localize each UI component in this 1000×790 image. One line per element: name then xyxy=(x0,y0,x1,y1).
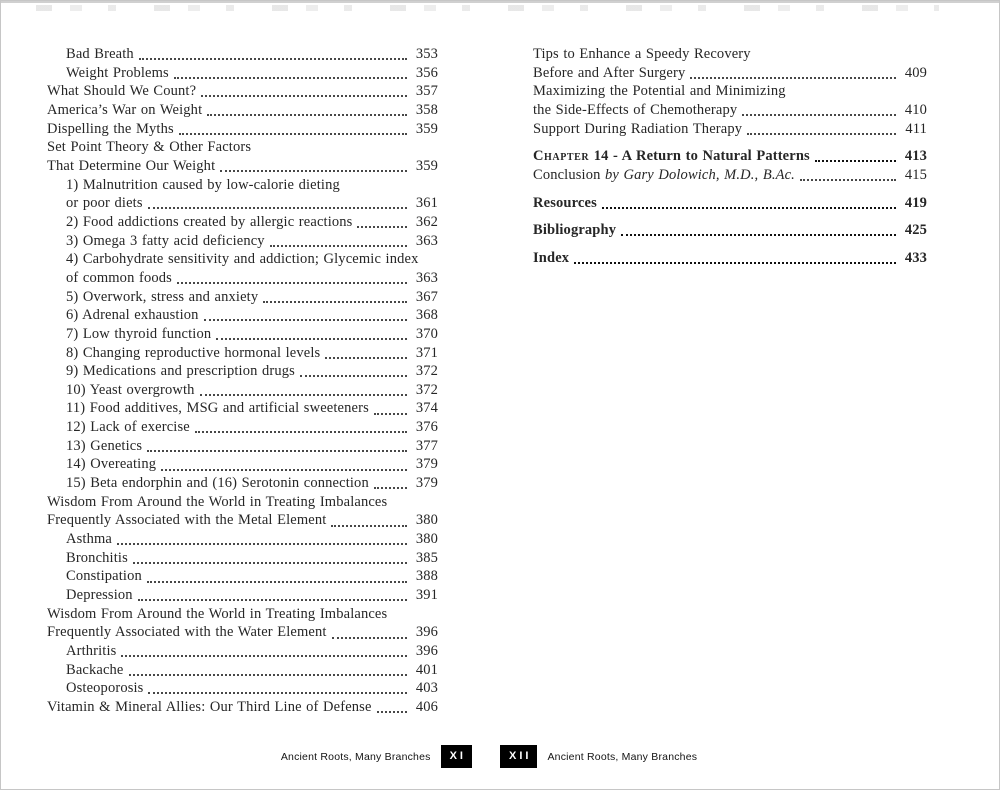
toc-entry xyxy=(47,288,438,307)
toc-entry xyxy=(47,399,438,418)
toc-entry-text: 13) Genetics xyxy=(66,437,143,454)
toc-entry xyxy=(47,474,438,493)
toc-page-number: 371 xyxy=(415,344,438,361)
dot-leader xyxy=(320,344,411,363)
toc-entry xyxy=(47,455,438,474)
toc-page-number: 415 xyxy=(904,166,927,183)
toc-entry-text: Conclusion by Gary Dolowich, M.D., B.Ac. xyxy=(533,166,795,183)
toc-page-number: 361 xyxy=(415,195,438,212)
toc-entry-text: Wisdom From Around the World in Treating Imbalances xyxy=(47,493,388,510)
toc-line xyxy=(66,344,438,363)
toc-page-number: 425 xyxy=(904,222,927,239)
toc-page-number: 385 xyxy=(415,549,438,566)
toc-entry-text: Backache xyxy=(66,661,124,678)
toc-page-number: 363 xyxy=(415,269,438,286)
toc-entry-text: Resources xyxy=(533,194,597,211)
dot-leader xyxy=(737,101,900,120)
toc-entry xyxy=(47,344,438,363)
toc-entry xyxy=(47,45,438,64)
toc-line xyxy=(533,120,927,139)
toc-line xyxy=(66,586,438,605)
toc-entry-text: Dispelling the Myths xyxy=(47,120,174,137)
toc-page-number: 403 xyxy=(415,680,438,697)
toc-line xyxy=(533,194,927,213)
toc-line xyxy=(533,249,927,268)
toc-line xyxy=(66,679,438,698)
toc-entry-text: 8) Changing reproductive hormonal levels xyxy=(66,344,321,361)
dot-leader xyxy=(156,455,411,474)
toc-entry xyxy=(47,567,438,586)
dot-leader xyxy=(143,679,411,698)
toc-page-number: 419 xyxy=(904,194,927,211)
toc-entry-text: America’s War on Weight xyxy=(47,101,203,118)
toc-entry-text: Frequently Associated with the Water Element xyxy=(47,624,327,641)
toc-entry-text: 7) Low thyroid function xyxy=(66,325,212,342)
toc-entry-text: What Should We Count? xyxy=(47,83,197,100)
toc-entry-text: of common foods xyxy=(66,269,172,286)
dot-leader xyxy=(795,166,900,185)
dot-leader xyxy=(211,325,411,344)
dot-leader xyxy=(616,221,900,240)
toc-page-number: 376 xyxy=(415,419,438,436)
toc-entry xyxy=(47,213,438,232)
toc-line xyxy=(66,306,438,325)
dot-leader xyxy=(142,567,411,586)
toc-line xyxy=(66,399,438,418)
toc-entry-text: Maximizing the Potential and Minimizing xyxy=(533,83,786,100)
toc-page-number: 377 xyxy=(415,437,438,454)
toc-line xyxy=(47,157,438,176)
toc-line xyxy=(66,269,438,288)
toc-page-number: 396 xyxy=(415,643,438,659)
toc-entry xyxy=(47,120,438,139)
dot-leader xyxy=(372,698,411,717)
toc-entry xyxy=(47,82,438,101)
toc-page-number: 372 xyxy=(415,363,438,380)
toc-line xyxy=(66,194,438,213)
toc-line xyxy=(47,493,438,512)
toc-line xyxy=(66,418,438,437)
toc-entry-text: the Side-Effects of Chemotherapy xyxy=(533,101,738,118)
dot-leader xyxy=(116,642,411,661)
toc-entry-text: Asthma xyxy=(66,531,112,548)
toc-entry-text: 6) Adrenal exhaustion xyxy=(66,307,199,324)
toc-line xyxy=(47,120,438,139)
toc-line xyxy=(533,101,927,120)
dot-leader xyxy=(742,120,900,139)
toc-page-number: 362 xyxy=(415,213,438,230)
toc-line xyxy=(47,511,438,530)
toc-entry-text: Tips to Enhance a Speedy Recovery xyxy=(533,46,751,62)
dot-leader xyxy=(569,249,900,268)
toc-entry xyxy=(47,437,438,456)
toc-entry-text: 9) Medications and prescription drugs xyxy=(66,363,295,380)
toc-entry xyxy=(533,147,927,166)
toc-line xyxy=(66,549,438,568)
dot-leader xyxy=(295,362,411,381)
toc-page-number: 379 xyxy=(415,456,438,473)
toc-entry xyxy=(47,586,438,605)
dot-leader xyxy=(685,64,900,83)
toc-entry xyxy=(47,64,438,83)
toc-line xyxy=(47,138,438,157)
toc-page-number: 410 xyxy=(904,101,927,118)
toc-page-number: 413 xyxy=(904,148,927,165)
toc-entry xyxy=(47,605,438,642)
toc-page-number: 357 xyxy=(415,83,438,100)
toc-entry-text: Chapter 14 - A Return to Natural Patterns xyxy=(533,148,810,165)
toc-entry-text: 3) Omega 3 fatty acid deficiency xyxy=(66,232,265,249)
toc-entry-text: Wisdom From Around the World in Treating Imbalances xyxy=(47,605,388,622)
toc-entry xyxy=(47,679,438,698)
toc-entry-text: Support During Radiation Therapy xyxy=(533,120,743,137)
toc-entry xyxy=(47,325,438,344)
toc-line xyxy=(66,325,438,344)
toc-line xyxy=(66,474,438,493)
toc-entry xyxy=(533,82,927,119)
toc-line xyxy=(533,221,927,240)
toc-line xyxy=(66,642,438,661)
toc-page-number: 388 xyxy=(415,568,438,585)
toc-entry xyxy=(533,166,927,185)
toc-entry-text: 14) Overeating xyxy=(66,456,157,473)
toc-page-number: 358 xyxy=(415,101,438,118)
toc-line xyxy=(66,288,438,307)
dot-leader xyxy=(133,586,411,605)
toc-page-number: 368 xyxy=(415,307,438,324)
toc-entry xyxy=(47,362,438,381)
toc-entry-text: 2) Food addictions created by allergic reactions xyxy=(66,213,353,230)
toc-entry-text: 15) Beta endorphin and (16) Serotonin connection xyxy=(66,475,369,492)
toc-line xyxy=(66,232,438,251)
dot-leader xyxy=(202,101,411,120)
dot-leader xyxy=(326,511,411,530)
toc-line xyxy=(66,250,438,269)
toc-entry-text: Frequently Associated with the Metal Element xyxy=(47,512,327,529)
left-page-footer xyxy=(281,745,472,768)
dot-leader xyxy=(196,82,411,101)
dot-leader xyxy=(190,418,411,437)
toc-page-number: 406 xyxy=(415,698,438,715)
toc-line xyxy=(533,45,927,64)
toc-entry xyxy=(47,381,438,400)
toc-entry xyxy=(47,176,438,213)
toc-line xyxy=(533,64,927,83)
toc-entry-text: Bibliography xyxy=(533,222,617,239)
dot-leader xyxy=(172,269,411,288)
toc-left-page-entries xyxy=(47,45,438,717)
toc-line xyxy=(66,455,438,474)
right-page-number: XII xyxy=(500,745,537,768)
dot-leader xyxy=(128,549,411,568)
toc-line xyxy=(66,661,438,680)
toc-entry xyxy=(47,549,438,568)
toc-line xyxy=(533,166,927,185)
toc-entry-text: Vitamin & Mineral Allies: Our Third Line of Defense xyxy=(47,698,372,715)
toc-entry xyxy=(47,418,438,437)
toc-line xyxy=(47,623,438,642)
toc-line xyxy=(66,176,438,195)
toc-page-number: 374 xyxy=(415,400,438,417)
left-page-number: XI xyxy=(441,745,472,768)
toc-entry-text: Set Point Theory & Other Factors xyxy=(47,139,252,156)
toc-entry-text: 5) Overwork, stress and anxiety xyxy=(66,288,259,305)
toc-page-number: 391 xyxy=(415,587,438,604)
toc-line xyxy=(47,82,438,101)
toc-entry-text: Depression xyxy=(66,587,133,604)
toc-line xyxy=(66,64,438,83)
toc-line xyxy=(533,147,927,166)
toc-entry-text: Bad Breath xyxy=(66,46,134,62)
toc-line xyxy=(66,362,438,381)
toc-entry-text: 10) Yeast overgrowth xyxy=(66,381,195,398)
toc-page-number: 370 xyxy=(415,325,438,342)
dot-leader xyxy=(810,147,900,166)
toc-line xyxy=(66,530,438,549)
toc-page-number: 380 xyxy=(415,531,438,548)
toc-entry xyxy=(533,120,927,139)
dot-leader xyxy=(199,306,411,325)
toc-entry-text: Constipation xyxy=(66,568,142,585)
toc-entry-text: Osteoporosis xyxy=(66,680,144,697)
toc-page-number: 411 xyxy=(905,120,927,137)
toc-page-number: 433 xyxy=(904,249,927,266)
toc-entry-text: That Determine Our Weight xyxy=(47,157,216,174)
scan-crop-artifact xyxy=(36,5,939,11)
dot-leader xyxy=(142,437,411,456)
toc-right-page-entries xyxy=(533,45,927,268)
dot-leader xyxy=(369,399,411,418)
toc-page-number: 356 xyxy=(415,64,438,81)
toc-page-number: 409 xyxy=(904,64,927,81)
toc-entry xyxy=(47,642,438,661)
toc-entry xyxy=(47,306,438,325)
right-page-footer xyxy=(500,745,697,768)
book-title: Ancient Roots, Many Branches xyxy=(280,750,431,763)
toc-entry xyxy=(47,101,438,120)
toc-line xyxy=(66,567,438,586)
toc-entry xyxy=(47,138,438,175)
toc-entry-text: 12) Lack of exercise xyxy=(66,419,190,436)
dot-leader xyxy=(134,45,411,64)
toc-entry xyxy=(47,530,438,549)
toc-page-number: 380 xyxy=(415,512,438,529)
toc-page-number: 367 xyxy=(415,288,438,305)
toc-line xyxy=(47,698,438,717)
toc-page-number: 379 xyxy=(415,475,438,492)
toc-line xyxy=(47,605,438,624)
toc-line xyxy=(47,101,438,120)
toc-page-number: 401 xyxy=(415,661,438,678)
toc-page-number: 396 xyxy=(415,624,438,641)
toc-entry-text: 4) Carbohydrate sensitivity and addiction; Glycemic index xyxy=(66,251,419,268)
toc-entry xyxy=(533,249,927,268)
toc-entry-text: Before and After Surgery xyxy=(533,64,686,81)
dot-leader xyxy=(369,474,411,493)
dot-leader xyxy=(169,64,411,83)
toc-entry-text: Index xyxy=(533,249,570,266)
toc-entry xyxy=(47,698,438,717)
dot-leader xyxy=(258,288,411,307)
toc-page-number: 363 xyxy=(415,232,438,249)
dot-leader xyxy=(327,623,411,642)
toc-line xyxy=(66,381,438,400)
toc-entry xyxy=(47,661,438,680)
toc-entry xyxy=(47,250,438,287)
toc-entry xyxy=(533,194,927,213)
dot-leader xyxy=(352,213,411,232)
dot-leader xyxy=(124,661,411,680)
toc-page-number: 372 xyxy=(415,381,438,398)
dot-leader xyxy=(215,157,411,176)
dot-leader xyxy=(597,194,900,213)
toc-page-number: 359 xyxy=(415,120,438,137)
dot-leader xyxy=(195,381,411,400)
toc-entry-text: 11) Food additives, MSG and artificial sweeteners xyxy=(66,400,369,417)
toc-entry xyxy=(533,221,927,240)
toc-entry-text: Bronchitis xyxy=(66,549,128,566)
toc-entry-text: 1) Malnutrition caused by low-calorie dieting xyxy=(66,176,340,193)
dot-leader xyxy=(174,120,411,139)
toc-entry-text: Arthritis xyxy=(66,643,117,659)
dot-leader xyxy=(112,530,411,549)
toc-line xyxy=(533,82,927,101)
toc-page-number: 359 xyxy=(415,157,438,174)
toc-line xyxy=(66,437,438,456)
toc-line xyxy=(66,45,438,64)
toc-page-number: 353 xyxy=(415,46,438,62)
toc-entry-text: or poor diets xyxy=(66,195,143,212)
toc-entry xyxy=(47,493,438,530)
toc-entry-text: Weight Problems xyxy=(66,64,169,81)
toc-line xyxy=(66,213,438,232)
dot-leader xyxy=(143,194,411,213)
toc-entry xyxy=(533,45,927,82)
book-title: Ancient Roots, Many Branches xyxy=(547,750,698,763)
toc-entry xyxy=(47,232,438,251)
dot-leader xyxy=(265,232,411,251)
